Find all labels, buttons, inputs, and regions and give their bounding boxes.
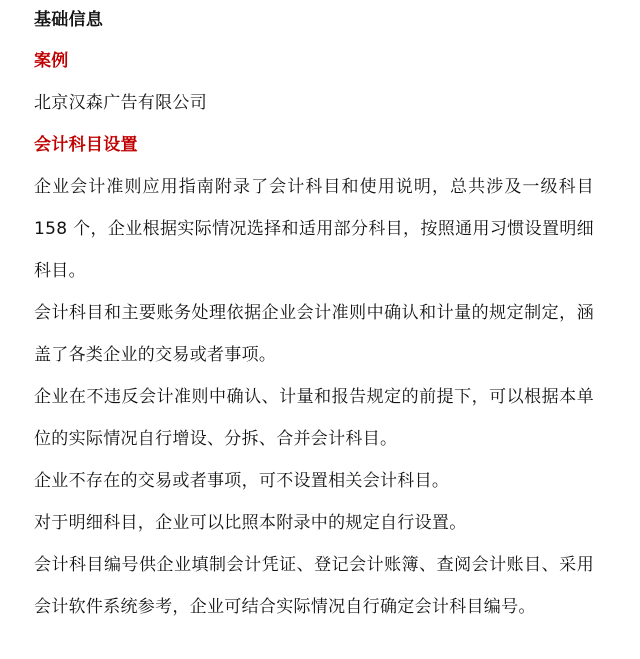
paragraph-6: 会计科目编号供企业填制会计凭证、登记会计账簿、查阅会计账目、采用会计软件系统参考，企业可结合实际情况自行确定会计科目编号。 — [34, 555, 594, 617]
paragraph-2: 会计科目和主要账务处理依据企业会计准则中确认和计量的规定制定，涵盖了各类企业的交易或者事项。 — [34, 303, 594, 365]
paragraph-5: 对于明细科目，企业可以比照本附录中的规定自行设置。 — [34, 513, 467, 533]
section-title: 基础信息 — [34, 10, 104, 30]
paragraph-1: 企业会计准则应用指南附录了会计科目和使用说明，总共涉及一级科目 158 个，企业根据实际情况选择和适用部分科目，按照通用习惯设置明细科目。 — [34, 177, 594, 281]
case-heading: 案例 — [34, 51, 69, 71]
paragraph-3: 企业在不违反会计准则中确认、计量和报告规定的前提下，可以根据本单位的实际情况自行增设、分拆、合并会计科目。 — [34, 387, 594, 449]
company-name: 北京汉森广告有限公司 — [34, 93, 207, 113]
subject-heading: 会计科目设置 — [34, 135, 138, 155]
paragraph-4: 企业不存在的交易或者事项，可不设置相关会计科目。 — [34, 471, 450, 491]
